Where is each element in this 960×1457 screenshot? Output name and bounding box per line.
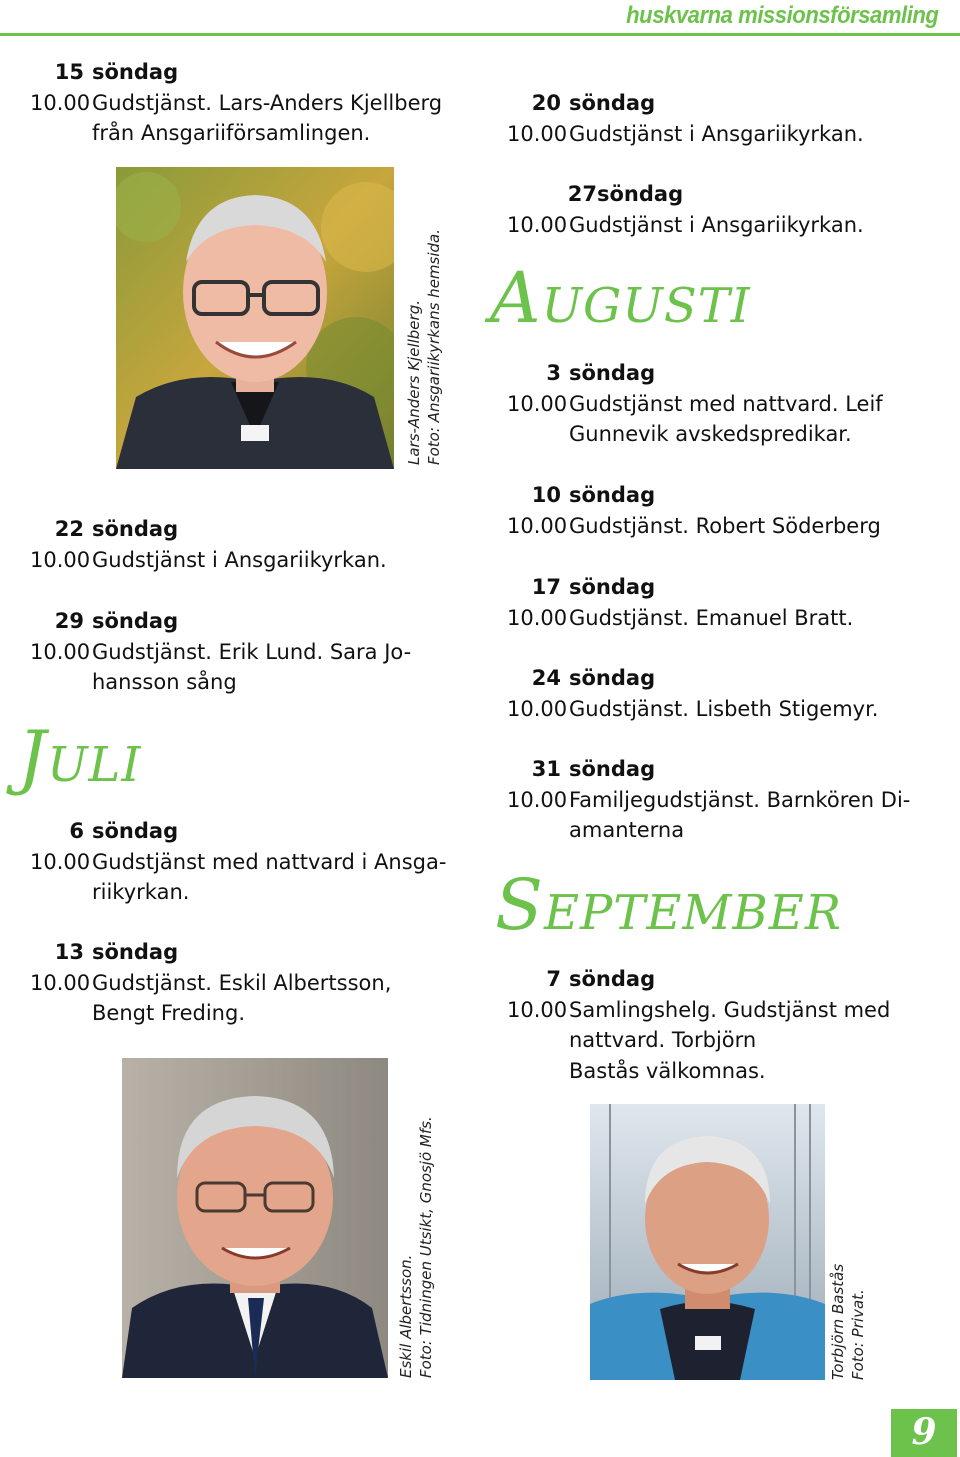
event-desc-line: Gudstjänst med nattvard. Leif — [569, 391, 883, 416]
event-31 — [507, 754, 947, 846]
photo-bastas — [590, 1104, 825, 1380]
month-heading-july — [18, 716, 142, 798]
event-desc-line: Gudstjänst med nattvard i Ansga- — [92, 849, 447, 874]
event-day: söndag — [597, 182, 684, 206]
event-17 — [507, 572, 947, 633]
photo-kjellberg — [116, 167, 394, 469]
event-day: söndag — [569, 967, 656, 991]
event-date: 6 — [69, 819, 84, 843]
event-day: söndag — [569, 757, 656, 781]
event-day: söndag — [569, 575, 656, 599]
event-time: 10.00 — [507, 997, 568, 1022]
event-day: söndag — [569, 361, 656, 385]
event-time: 10.00 — [507, 787, 568, 812]
month-rest: UGUSTI — [541, 278, 751, 334]
event-day: söndag — [92, 517, 179, 541]
event-desc-line: Gudstjänst i Ansgariikyrkan. — [569, 121, 864, 146]
event-day: söndag — [92, 940, 179, 964]
event-desc-line: hansson sång — [92, 670, 237, 694]
event-day: söndag — [92, 60, 179, 84]
caption-line: Lars-Anders Kjellberg. — [405, 300, 423, 465]
event-time: 10.00 — [30, 970, 91, 995]
portrait-bastas-image — [590, 1104, 825, 1380]
event-22 — [30, 514, 480, 575]
event-date: 7 — [546, 967, 561, 991]
event-desc-line: Samlingshelg. Gudstjänst med — [569, 997, 891, 1022]
event-time: 10.00 — [507, 696, 568, 721]
event-desc-line: Gudstjänst. Robert Söderberg — [569, 513, 881, 538]
event-time: 10.00 — [30, 547, 91, 572]
event-time: 10.00 — [507, 121, 568, 146]
newsletter-title: huskvarna missionsförsamling — [625, 2, 938, 29]
event-desc-line: Gudstjänst i Ansgariikyrkan. — [92, 547, 387, 572]
event-date: 3 — [546, 361, 561, 385]
photo-albertsson — [122, 1058, 388, 1378]
event-desc-line: Bengt Freding. — [92, 1001, 245, 1025]
portrait-albertsson-image — [122, 1058, 388, 1378]
event-time: 10.00 — [30, 849, 91, 874]
month-rest: EPTEMBER — [543, 885, 842, 941]
month-rest: ULI — [47, 737, 142, 793]
event-date-num: 27 — [567, 182, 597, 206]
event-desc-line: riikyrkan. — [92, 880, 190, 904]
header-rule — [0, 33, 960, 36]
caption-line: Torbjörn Bastås — [829, 1263, 847, 1380]
event-10 — [507, 480, 947, 541]
event-day: söndag — [569, 91, 656, 115]
event-day: söndag — [569, 666, 656, 690]
event-desc-line: Gudstjänst. Eskil Albertsson, — [92, 970, 392, 995]
page-number: 9 — [911, 1411, 937, 1453]
month-heading-august — [490, 257, 751, 339]
event-time: 10.00 — [507, 391, 568, 416]
event-date: 17 — [531, 575, 561, 599]
event-date: 24 — [531, 666, 561, 690]
event-13 — [30, 937, 480, 1029]
event-desc-line: Familjegudstjänst. Barnkören Di- — [569, 787, 911, 812]
event-20 — [507, 88, 947, 149]
event-3 — [507, 358, 947, 450]
event-date: 20 — [531, 91, 561, 115]
photo-caption-bastas — [828, 1264, 868, 1380]
event-date: 10 — [531, 483, 561, 507]
event-desc-line: amanterna — [569, 818, 685, 842]
event-date — [507, 179, 597, 210]
event-15 — [30, 57, 480, 149]
month-heading-september — [495, 864, 842, 946]
caption-line: Foto: Tidningen Utsikt, Gnosjö Mfs. — [417, 1116, 435, 1378]
month-initial: A — [490, 257, 542, 339]
event-time: 10.00 — [507, 212, 568, 237]
caption-line: Foto: Ansgariikyrkans hemsida. — [425, 229, 443, 465]
event-desc-line: Gudstjänst i Ansgariikyrkan. — [569, 212, 864, 237]
event-date: 13 — [54, 940, 84, 964]
event-date: 15 — [54, 60, 84, 84]
event-day: söndag — [569, 483, 656, 507]
event-desc-line: Gunnevik avskedspredikar. — [569, 422, 852, 446]
event-7 — [507, 964, 947, 1086]
event-time: 10.00 — [507, 605, 568, 630]
event-desc-line: Gudstjänst. Erik Lund. Sara Jo- — [92, 639, 412, 664]
photo-caption-albertsson — [396, 1116, 436, 1378]
event-day: söndag — [92, 819, 179, 843]
event-day: söndag — [92, 609, 179, 633]
caption-line: Foto: Privat. — [849, 1289, 867, 1380]
event-date: 22 — [54, 517, 84, 541]
event-time: 10.00 — [30, 639, 91, 664]
event-date: 29 — [54, 609, 84, 633]
event-24 — [507, 663, 947, 724]
photo-caption-kjellberg — [404, 229, 444, 465]
event-6 — [30, 816, 480, 908]
event-date: 31 — [531, 757, 561, 781]
event-desc-line: Gudstjänst. Emanuel Bratt. — [569, 605, 854, 630]
portrait-kjellberg-image — [116, 167, 394, 469]
event-desc-line: Gudstjänst. Lars-Anders Kjellberg — [92, 90, 443, 115]
event-time: 10.00 — [507, 513, 568, 538]
page-number-box — [891, 1409, 957, 1457]
event-desc-line: nattvard. Torbjörn — [569, 1028, 757, 1052]
event-27 — [507, 179, 947, 240]
event-time: 10.00 — [30, 90, 91, 115]
event-29 — [30, 606, 480, 698]
event-desc-line: Gudstjänst. Lisbeth Stigemyr. — [569, 696, 879, 721]
event-desc-line: från Ansgariiförsamlingen. — [92, 121, 371, 145]
event-desc-line: Bastås välkomnas. — [569, 1058, 766, 1083]
month-initial: J — [18, 716, 48, 798]
caption-line: Eskil Albertsson. — [397, 1254, 415, 1378]
month-initial: S — [495, 864, 544, 946]
